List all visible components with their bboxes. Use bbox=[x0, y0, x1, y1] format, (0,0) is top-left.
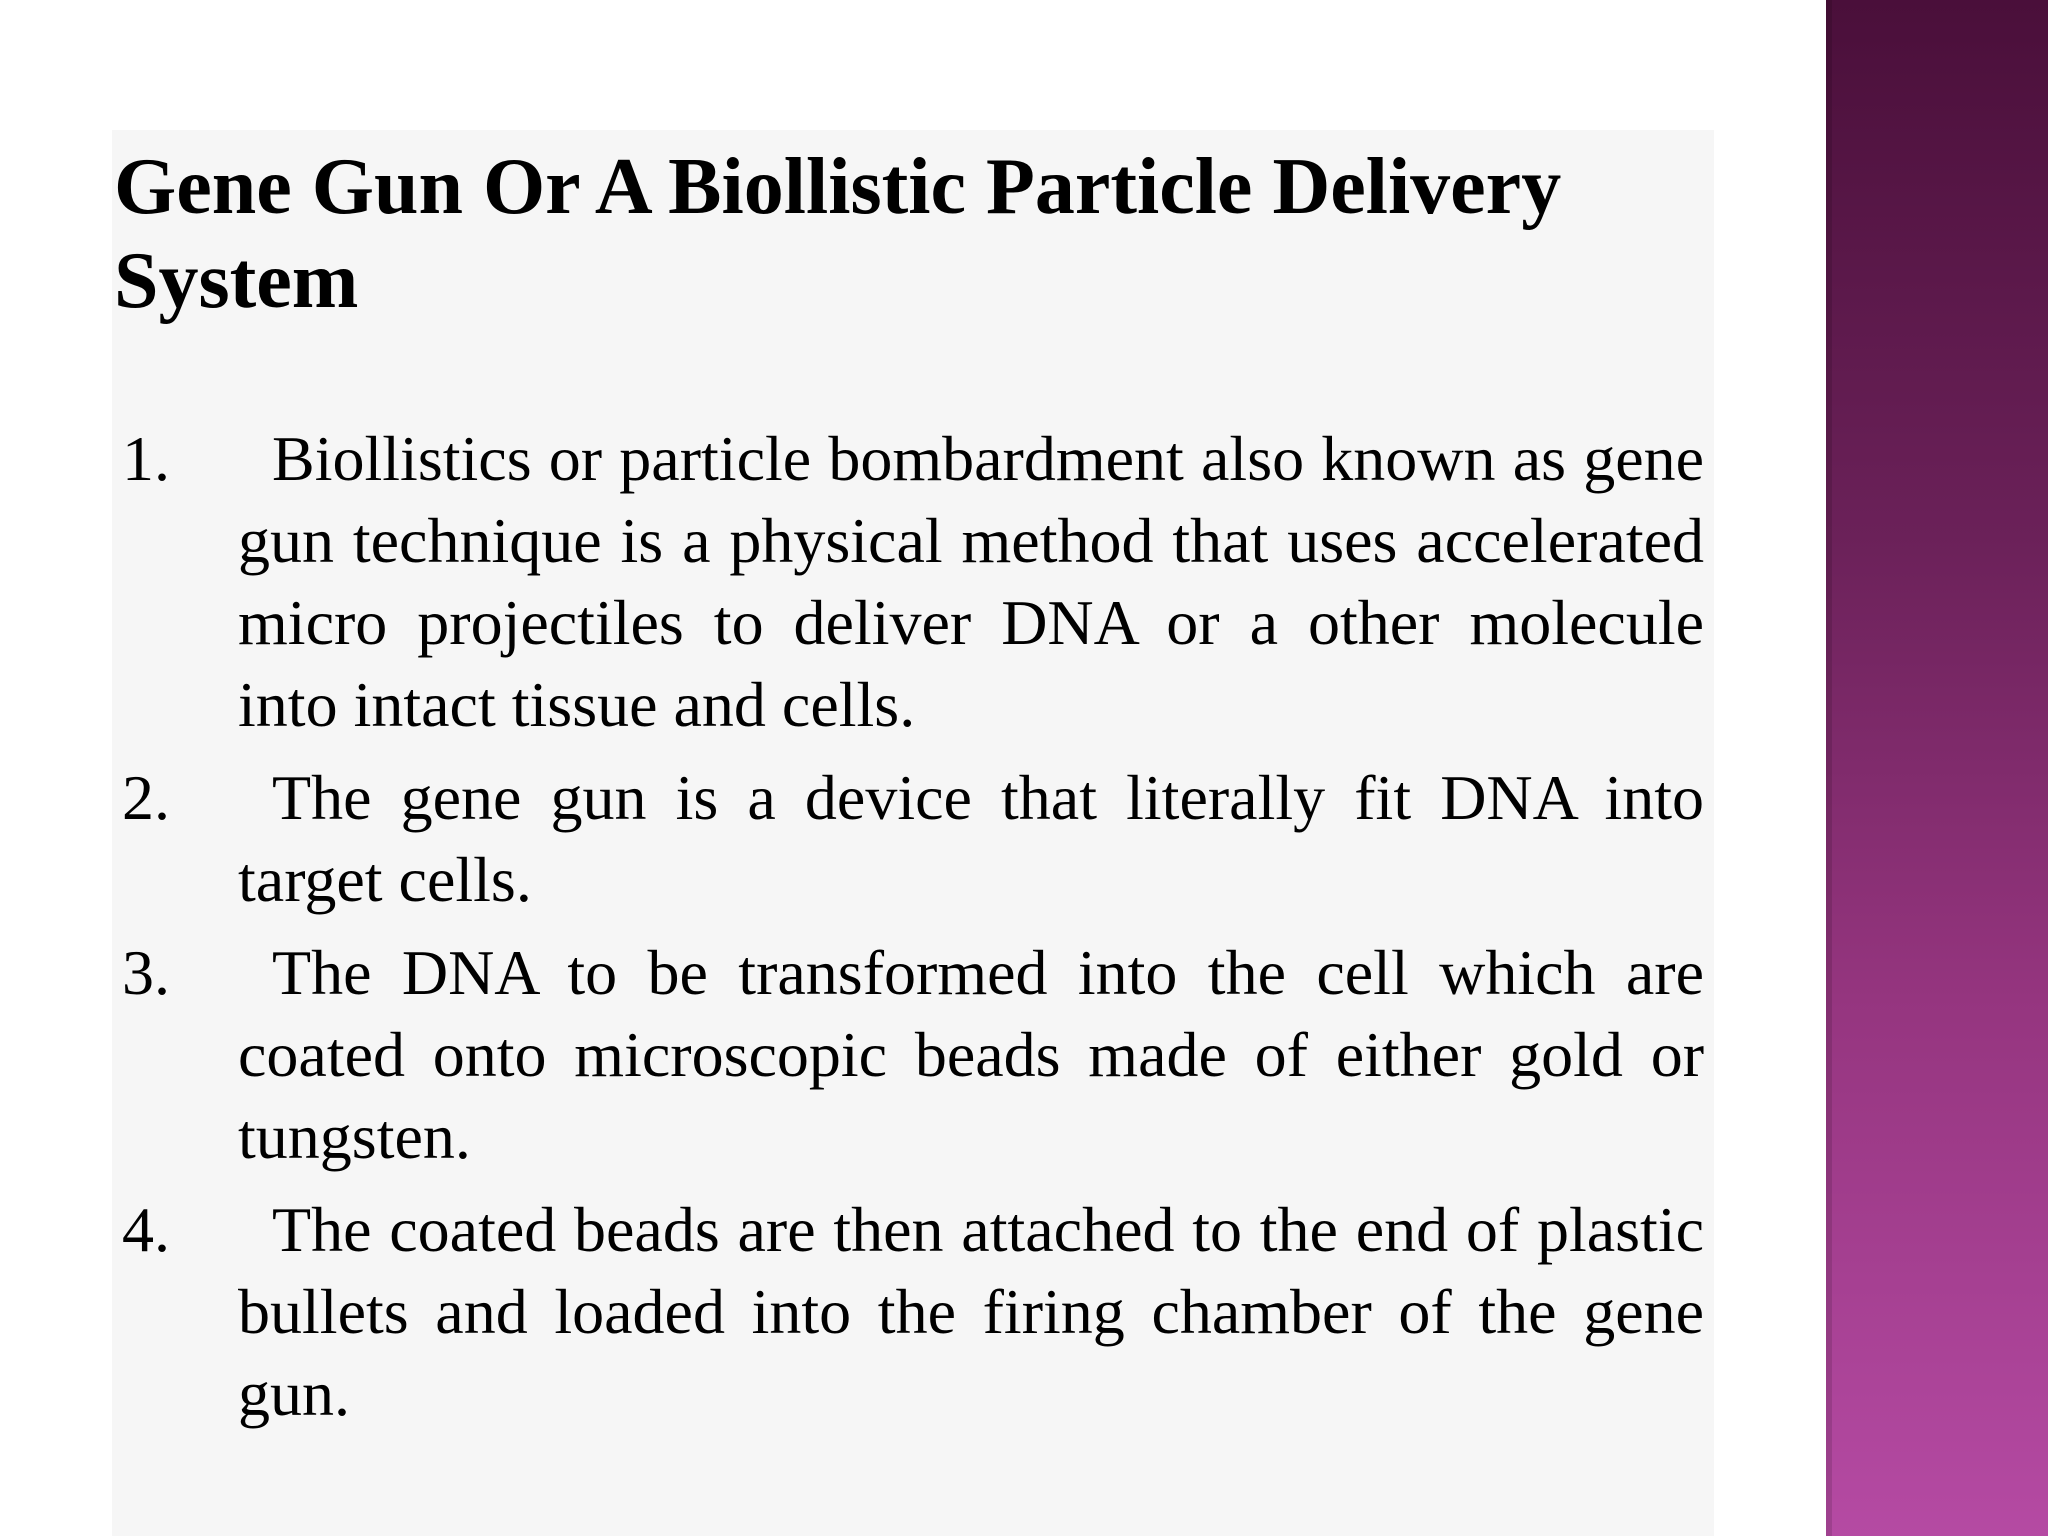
list-text: The DNA to be transformed into the cell which are coated onto microscopic beads made of either gold or tungsten. bbox=[238, 937, 1704, 1172]
list-text: Biollistics or particle bombardment also known as gene gun technique is a physical method that uses accelerated micro projectiles to deliver DNA or a other molecule into intact tissue and cells. bbox=[238, 423, 1704, 740]
side-bar-edge bbox=[1826, 0, 1832, 1536]
list-item bbox=[122, 1189, 1704, 1435]
list-item bbox=[122, 418, 1704, 746]
slide-title: Gene Gun Or A Biollistic Particle Delivery System bbox=[114, 143, 1562, 325]
list-number: 2. bbox=[122, 762, 170, 833]
list-number: 3. bbox=[122, 937, 170, 1008]
list-item bbox=[122, 932, 1704, 1178]
decorative-side-bar bbox=[1826, 0, 2048, 1536]
list-text: The coated beads are then attached to the end of plastic bullets and loaded into the firing chamber of the gene gun. bbox=[238, 1194, 1704, 1429]
bullet-list bbox=[122, 418, 1704, 1446]
list-item bbox=[122, 757, 1704, 921]
list-text: The gene gun is a device that literally fit DNA into target cells. bbox=[238, 762, 1704, 915]
list-number: 1. bbox=[122, 423, 170, 494]
list-number: 4. bbox=[122, 1194, 170, 1265]
